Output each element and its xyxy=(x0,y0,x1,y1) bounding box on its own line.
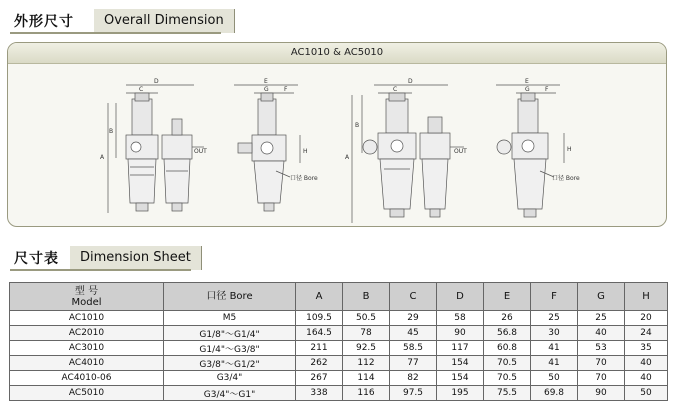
cell-F: 50 xyxy=(531,371,578,386)
cell-bore: M5 xyxy=(164,311,296,326)
cell-G: 70 xyxy=(578,356,625,371)
cell-G: 25 xyxy=(578,311,625,326)
cell-bore: G3/8"～G1/2" xyxy=(164,356,296,371)
table-row xyxy=(10,386,668,401)
cell-A: 164.5 xyxy=(296,326,343,341)
cell-A: 109.5 xyxy=(296,311,343,326)
dim-B-label-3: B xyxy=(355,122,360,129)
cell-E: 56.8 xyxy=(484,326,531,341)
header-col-F: F xyxy=(531,283,578,311)
cell-D: 90 xyxy=(437,326,484,341)
dim-D-label-1: D xyxy=(154,78,159,85)
dim-G-label-2: G xyxy=(264,86,269,93)
dim-F-label-4: F xyxy=(545,86,549,93)
dimension-sheet-title-en: Dimension Sheet xyxy=(70,246,202,270)
cell-A: 211 xyxy=(296,341,343,356)
drawing-3-front-view xyxy=(345,78,467,223)
cell-B: 92.5 xyxy=(343,341,390,356)
header-col-G: G xyxy=(578,283,625,311)
dim-F-label-2: F xyxy=(284,86,288,93)
cell-H: 50 xyxy=(625,386,668,401)
cell-F: 25 xyxy=(531,311,578,326)
table-row xyxy=(10,341,668,356)
drawing-2-side-view xyxy=(234,78,318,211)
table-header-row xyxy=(10,283,668,311)
cell-model: AC3010 xyxy=(10,341,164,356)
dim-C-label-1: C xyxy=(139,86,144,93)
cell-bore: G1/8"～G1/4" xyxy=(164,326,296,341)
cell-F: 69.8 xyxy=(531,386,578,401)
cell-model: AC1010 xyxy=(10,311,164,326)
cell-E: 60.8 xyxy=(484,341,531,356)
dimension-table xyxy=(9,282,668,401)
bore-label-4: 口径 Bore xyxy=(552,175,580,182)
drawing-panel xyxy=(7,42,667,227)
cell-G: 90 xyxy=(578,386,625,401)
table-row xyxy=(10,311,668,326)
bore-label-2: 口径 Bore xyxy=(290,175,318,182)
drawing-1-front-view xyxy=(100,78,207,213)
cell-G: 40 xyxy=(578,326,625,341)
table-row xyxy=(10,356,668,371)
cell-model: AC4010-06 xyxy=(10,371,164,386)
header-col-D: D xyxy=(437,283,484,311)
dim-E-label-4: E xyxy=(525,78,529,85)
header-col-H: H xyxy=(625,283,668,311)
cell-E: 26 xyxy=(484,311,531,326)
cell-H: 35 xyxy=(625,341,668,356)
cell-G: 53 xyxy=(578,341,625,356)
dim-B-label-1: B xyxy=(109,128,114,135)
header-col-E: E xyxy=(484,283,531,311)
cell-E: 70.5 xyxy=(484,356,531,371)
header-col-A: A xyxy=(296,283,343,311)
cell-D: 154 xyxy=(437,371,484,386)
dim-A-label-3: A xyxy=(345,154,350,161)
cell-F: 30 xyxy=(531,326,578,341)
cell-D: 58 xyxy=(437,311,484,326)
dimension-sheet-heading xyxy=(10,245,191,271)
cell-H: 40 xyxy=(625,371,668,386)
cell-D: 117 xyxy=(437,341,484,356)
cell-B: 116 xyxy=(343,386,390,401)
cell-C: 82 xyxy=(390,371,437,386)
cell-G: 70 xyxy=(578,371,625,386)
header-model-cn: 型 号 xyxy=(74,285,99,297)
cell-C: 29 xyxy=(390,311,437,326)
dim-E-label-2: E xyxy=(264,78,268,85)
cell-B: 78 xyxy=(343,326,390,341)
header-model xyxy=(10,283,164,311)
cell-E: 75.5 xyxy=(484,386,531,401)
dimension-table-wrapper xyxy=(9,282,667,401)
panel-title: AC1010 & AC5010 xyxy=(8,43,666,64)
dim-D-label-3: D xyxy=(408,78,413,85)
cell-C: 58.5 xyxy=(390,341,437,356)
technical-drawing xyxy=(8,63,666,226)
cell-bore: G1/4"～G3/8" xyxy=(164,341,296,356)
cell-C: 77 xyxy=(390,356,437,371)
dim-A-label-1: A xyxy=(100,154,105,161)
cell-H: 40 xyxy=(625,356,668,371)
cell-A: 267 xyxy=(296,371,343,386)
overall-dimension-heading xyxy=(10,8,224,34)
cell-H: 24 xyxy=(625,326,668,341)
dim-H-label-4: H xyxy=(567,146,572,153)
cell-D: 154 xyxy=(437,356,484,371)
cell-D: 195 xyxy=(437,386,484,401)
cell-B: 50.5 xyxy=(343,311,390,326)
cell-A: 338 xyxy=(296,386,343,401)
header-bore: 口径 Bore xyxy=(164,283,296,311)
cell-F: 41 xyxy=(531,356,578,371)
drawing-4-side-view xyxy=(496,78,580,217)
dim-H-label-2: H xyxy=(303,148,308,155)
cell-A: 262 xyxy=(296,356,343,371)
cell-model: AC5010 xyxy=(10,386,164,401)
cell-C: 97.5 xyxy=(390,386,437,401)
cell-B: 114 xyxy=(343,371,390,386)
cell-H: 20 xyxy=(625,311,668,326)
dim-G-label-4: G xyxy=(525,86,530,93)
cell-model: AC4010 xyxy=(10,356,164,371)
heading-rule xyxy=(10,269,191,271)
table-row xyxy=(10,326,668,341)
header-col-B: B xyxy=(343,283,390,311)
out-label-3: OUT xyxy=(454,148,467,155)
heading-rule xyxy=(10,32,221,34)
cell-model: AC2010 xyxy=(10,326,164,341)
cell-F: 41 xyxy=(531,341,578,356)
out-label-1: OUT xyxy=(194,148,207,155)
table-row xyxy=(10,371,668,386)
overall-dimension-title-en: Overall Dimension xyxy=(94,9,235,33)
header-col-C: C xyxy=(390,283,437,311)
header-model-en: Model xyxy=(71,296,102,308)
dim-C-label-3: C xyxy=(393,86,398,93)
cell-E: 70.5 xyxy=(484,371,531,386)
dimension-sheet-title-cn: 尺寸表 xyxy=(14,251,59,267)
cell-bore: G3/4"～G1" xyxy=(164,386,296,401)
cell-bore: G3/4" xyxy=(164,371,296,386)
cell-C: 45 xyxy=(390,326,437,341)
overall-dimension-title-cn: 外形尺寸 xyxy=(14,14,74,30)
cell-B: 112 xyxy=(343,356,390,371)
